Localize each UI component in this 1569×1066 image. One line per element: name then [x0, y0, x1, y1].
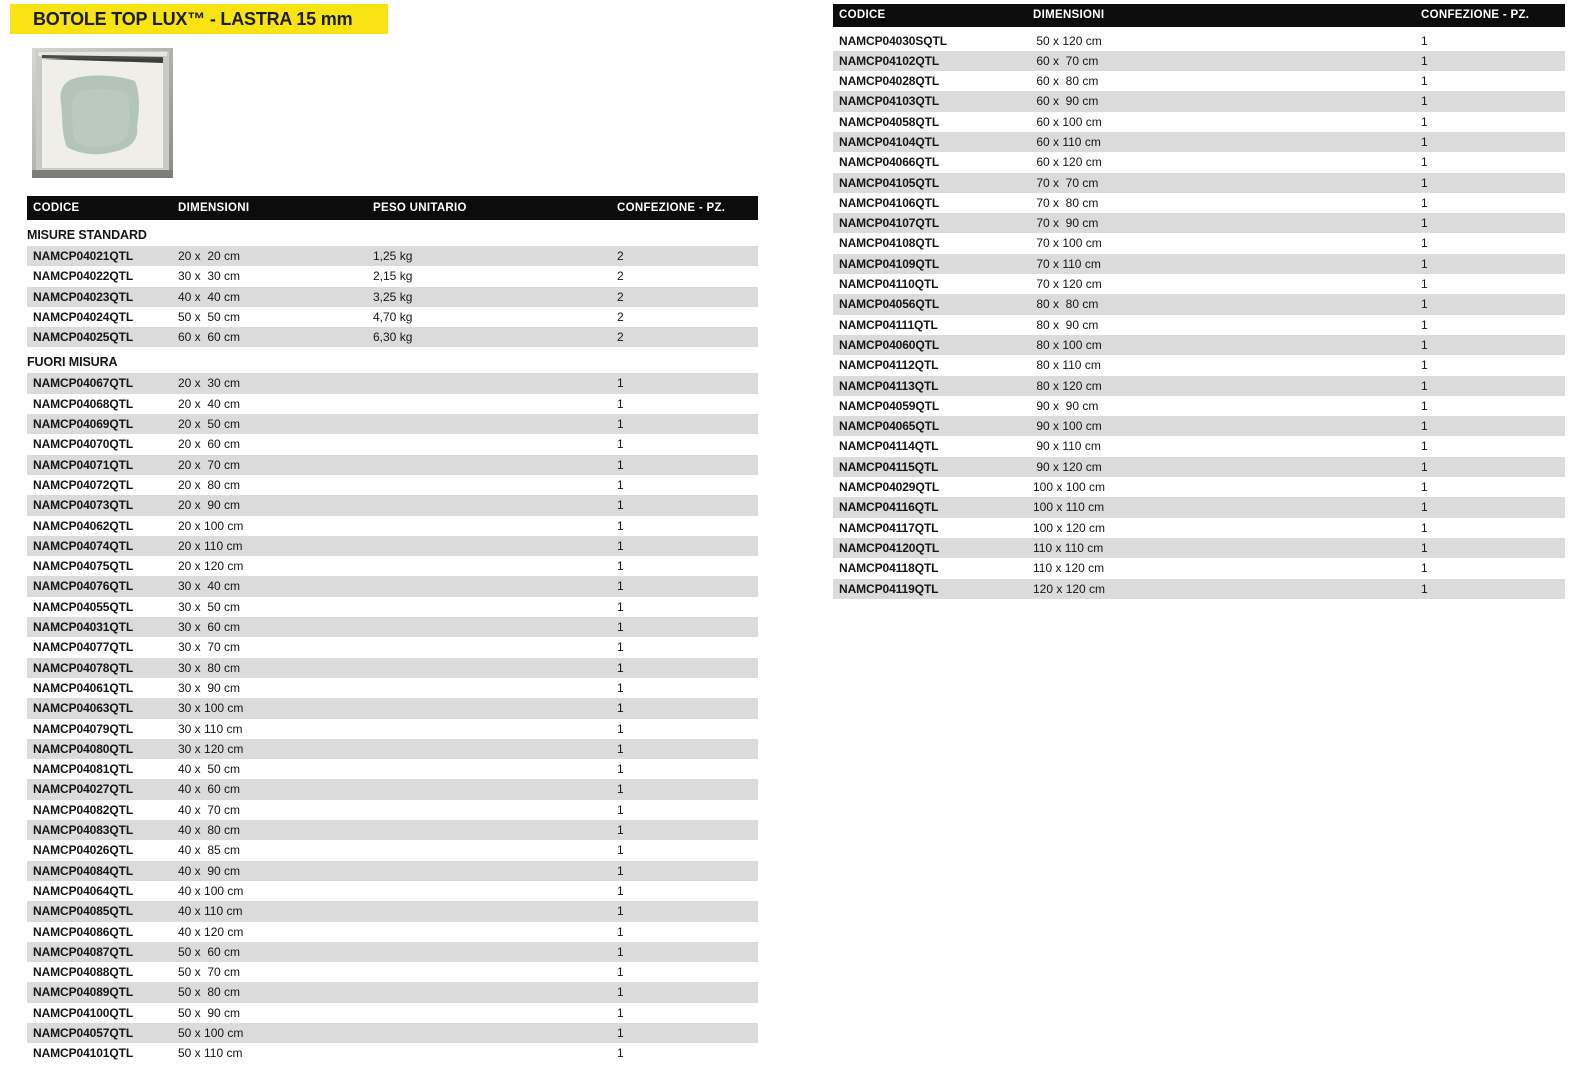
cell-package: 1	[617, 599, 624, 614]
cell-package: 1	[1421, 53, 1428, 68]
cell-code: NAMCP04059QTL	[839, 398, 940, 413]
cell-package: 1	[617, 518, 624, 533]
cell-dimensions: 20 x 20 cm	[178, 249, 241, 263]
table-row	[27, 759, 758, 779]
cell-code: NAMCP04101QTL	[33, 1046, 134, 1061]
cell-package: 2	[617, 249, 624, 263]
cell-code: NAMCP04105QTL	[839, 175, 940, 190]
cell-package: 1	[1421, 561, 1428, 576]
table-row	[833, 254, 1565, 274]
table-row	[833, 558, 1565, 578]
column-header-dimensioni: DIMENSIONI	[178, 202, 250, 214]
cell-dimensions: 50 x 100 cm	[178, 1025, 244, 1040]
cell-package: 1	[1421, 236, 1428, 251]
cell-code: NAMCP04112QTL	[839, 358, 939, 373]
cell-package: 1	[1421, 114, 1428, 129]
cell-code: NAMCP04103QTL	[839, 94, 940, 109]
cell-code: NAMCP04108QTL	[839, 236, 940, 251]
column-header-codice: CODICE	[33, 202, 80, 214]
cell-dimensions: 70 x 90 cm	[1033, 216, 1099, 231]
cell-dimensions: 30 x 70 cm	[178, 640, 241, 655]
column-header-codice: CODICE	[839, 9, 886, 21]
cell-package: 1	[617, 883, 624, 898]
cell-package: 1	[1421, 33, 1428, 48]
cell-package: 1	[1421, 94, 1428, 109]
cell-dimensions: 50 x 80 cm	[178, 985, 241, 1000]
cell-package: 1	[617, 417, 624, 432]
column-header-peso-unitario: PESO UNITARIO	[373, 202, 467, 214]
cell-dimensions: 90 x 90 cm	[1033, 398, 1099, 413]
table-row	[27, 861, 758, 881]
table-row	[833, 274, 1565, 294]
cell-package: 1	[617, 457, 624, 472]
column-header-confezione: CONFEZIONE - PZ.	[1421, 9, 1530, 21]
cell-package: 1	[617, 782, 624, 797]
table-row	[833, 51, 1565, 71]
cell-package: 1	[617, 1025, 624, 1040]
column-header-confezione: CONFEZIONE - PZ.	[617, 202, 726, 214]
cell-package: 1	[1421, 500, 1428, 515]
cell-package: 1	[1421, 134, 1428, 149]
table-row	[833, 193, 1565, 213]
table-row	[833, 294, 1565, 314]
cell-code: NAMCP04089QTL	[33, 985, 134, 1000]
table-row	[833, 31, 1565, 51]
cell-package: 1	[617, 701, 624, 716]
table-row	[27, 246, 758, 266]
table-row	[27, 658, 758, 678]
table-row	[27, 739, 758, 759]
cell-dimensions: 20 x 110 cm	[178, 538, 243, 553]
cell-code: NAMCP04024QTL	[33, 309, 134, 324]
cell-code: NAMCP04065QTL	[839, 419, 940, 434]
table-row	[27, 327, 758, 347]
cell-dimensions: 80 x 90 cm	[1033, 317, 1099, 332]
table-row	[27, 556, 758, 576]
cell-code: NAMCP04075QTL	[33, 559, 134, 574]
cell-package: 1	[1421, 439, 1428, 454]
column-header-dimensioni: DIMENSIONI	[1033, 9, 1105, 21]
table-row	[27, 840, 758, 860]
product-photo	[32, 48, 173, 178]
cell-dimensions: 40 x 90 cm	[178, 863, 241, 878]
cell-package: 1	[1421, 155, 1428, 170]
cell-package: 1	[617, 477, 624, 492]
cell-dimensions: 50 x 90 cm	[178, 1005, 241, 1020]
table-row	[27, 719, 758, 739]
cell-package: 1	[617, 680, 624, 695]
table-row	[833, 497, 1565, 517]
cell-dimensions: 40 x 85 cm	[178, 843, 241, 858]
right-table-header	[833, 4, 1565, 27]
cell-dimensions: 90 x 100 cm	[1033, 419, 1102, 434]
table-row	[27, 455, 758, 475]
cell-code: NAMCP04085QTL	[33, 904, 134, 919]
cell-package: 1	[1421, 195, 1428, 210]
cell-dimensions: 30 x 100 cm	[178, 701, 244, 716]
table-row	[833, 416, 1565, 436]
cell-code: NAMCP04080QTL	[33, 741, 134, 756]
table-row	[27, 901, 758, 921]
table-row	[27, 1043, 758, 1063]
cell-package: 1	[1421, 216, 1428, 231]
title-bar	[10, 4, 388, 34]
cell-package: 1	[617, 843, 624, 858]
section-label: FUORI MISURA	[27, 355, 118, 370]
cell-code: NAMCP04071QTL	[33, 457, 134, 472]
cell-package: 1	[617, 944, 624, 959]
cell-dimensions: 30 x 90 cm	[178, 680, 241, 695]
cell-dimensions: 30 x 50 cm	[178, 599, 241, 614]
table-row	[27, 1003, 758, 1023]
cell-code: NAMCP04104QTL	[839, 134, 940, 149]
cell-dimensions: 20 x 100 cm	[178, 518, 244, 533]
cell-package: 1	[617, 741, 624, 756]
table-row	[833, 355, 1565, 375]
cell-code: NAMCP04076QTL	[33, 579, 134, 594]
cell-weight: 6,30 kg	[373, 330, 413, 345]
cell-package: 1	[617, 559, 624, 574]
table-row	[27, 434, 758, 454]
cell-dimensions: 70 x 80 cm	[1033, 195, 1099, 210]
cell-code: NAMCP04110QTL	[839, 277, 939, 292]
cell-package: 1	[617, 640, 624, 655]
table-row	[27, 495, 758, 515]
cell-code: NAMCP04117QTL	[839, 520, 939, 535]
cell-code: NAMCP04061QTL	[33, 680, 134, 695]
table-row	[27, 617, 758, 637]
table-row	[833, 213, 1565, 233]
cell-package: 1	[617, 498, 624, 513]
cell-dimensions: 60 x 100 cm	[1033, 114, 1102, 129]
cell-code: NAMCP04106QTL	[839, 195, 940, 210]
table-row	[27, 394, 758, 414]
table-row	[833, 91, 1565, 111]
cell-code: NAMCP04022QTL	[33, 269, 134, 284]
cell-dimensions: 30 x 40 cm	[178, 579, 241, 594]
cell-package: 1	[617, 1005, 624, 1020]
table-row	[27, 516, 758, 536]
cell-weight: 1,25 kg	[373, 249, 413, 263]
table-row	[833, 132, 1565, 152]
cell-dimensions: 40 x 110 cm	[178, 904, 243, 919]
table-row	[27, 800, 758, 820]
cell-code: NAMCP04055QTL	[33, 599, 134, 614]
cell-package: 2	[617, 330, 624, 345]
cell-code: NAMCP04083QTL	[33, 823, 134, 838]
cell-code: NAMCP04021QTL	[33, 249, 134, 263]
table-row	[833, 518, 1565, 538]
cell-code: NAMCP04074QTL	[33, 538, 134, 553]
cell-dimensions: 30 x 60 cm	[178, 620, 241, 635]
cell-dimensions: 50 x 120 cm	[1033, 33, 1102, 48]
cell-dimensions: 100 x 120 cm	[1033, 520, 1106, 535]
cell-dimensions: 90 x 110 cm	[1033, 439, 1101, 454]
cell-dimensions: 60 x 60 cm	[178, 330, 241, 345]
cell-dimensions: 40 x 70 cm	[178, 802, 241, 817]
cell-code: NAMCP04063QTL	[33, 701, 134, 716]
cell-dimensions: 70 x 70 cm	[1033, 175, 1099, 190]
cell-dimensions: 40 x 40 cm	[178, 289, 241, 304]
cell-code: NAMCP04072QTL	[33, 477, 134, 492]
table-row	[27, 698, 758, 718]
cell-code: NAMCP04057QTL	[33, 1025, 134, 1040]
cell-dimensions: 30 x 110 cm	[178, 721, 243, 736]
table-row	[27, 576, 758, 596]
page-title: BOTOLE TOP LUX™ - LASTRA 15 mm	[33, 8, 353, 29]
table-row	[27, 597, 758, 617]
cell-dimensions: 50 x 70 cm	[178, 965, 241, 980]
cell-package: 1	[1421, 74, 1428, 89]
cell-dimensions: 60 x 80 cm	[1033, 74, 1099, 89]
cell-dimensions: 60 x 90 cm	[1033, 94, 1099, 109]
cell-package: 1	[1421, 378, 1428, 393]
table-row	[833, 436, 1565, 456]
cell-dimensions: 40 x 80 cm	[178, 823, 241, 838]
cell-code: NAMCP04114QTL	[839, 439, 939, 454]
cell-code: NAMCP04023QTL	[33, 289, 134, 304]
cell-package: 1	[1421, 337, 1428, 352]
table-row	[27, 1023, 758, 1043]
cell-package: 1	[617, 376, 624, 391]
right-table	[833, 4, 1565, 599]
table-row	[27, 266, 758, 286]
table-row	[27, 982, 758, 1002]
table-row	[27, 942, 758, 962]
cell-code: NAMCP04068QTL	[33, 396, 134, 411]
cell-package: 1	[617, 437, 624, 452]
trapdoor-image	[32, 48, 173, 178]
table-row	[27, 307, 758, 327]
cell-package: 1	[617, 924, 624, 939]
cell-package: 1	[617, 620, 624, 635]
cell-dimensions: 100 x 110 cm	[1033, 500, 1105, 515]
cell-code: NAMCP04070QTL	[33, 437, 134, 452]
cell-dimensions: 20 x 90 cm	[178, 498, 241, 513]
cell-package: 2	[617, 309, 624, 324]
cell-dimensions: 80 x 120 cm	[1033, 378, 1102, 393]
cell-dimensions: 50 x 110 cm	[178, 1046, 243, 1061]
cell-code: NAMCP04118QTL	[839, 561, 939, 576]
table-row	[833, 173, 1565, 193]
table-row	[833, 315, 1565, 335]
cell-dimensions: 70 x 110 cm	[1033, 256, 1101, 271]
cell-dimensions: 60 x 110 cm	[1033, 134, 1101, 149]
table-row	[27, 922, 758, 942]
cell-dimensions: 40 x 120 cm	[178, 924, 244, 939]
cell-code: NAMCP04079QTL	[33, 721, 134, 736]
cell-code: NAMCP04062QTL	[33, 518, 134, 533]
cell-code: NAMCP04087QTL	[33, 944, 134, 959]
left-table-body	[27, 220, 758, 1064]
cell-package: 2	[617, 269, 624, 284]
table-row	[27, 414, 758, 434]
cell-dimensions: 20 x 30 cm	[178, 376, 241, 391]
cell-dimensions: 20 x 50 cm	[178, 417, 241, 432]
cell-code: NAMCP04120QTL	[839, 540, 940, 555]
cell-dimensions: 20 x 70 cm	[178, 457, 241, 472]
cell-package: 1	[1421, 277, 1428, 292]
table-row	[833, 152, 1565, 172]
table-row	[833, 376, 1565, 396]
cell-package: 1	[1421, 398, 1428, 413]
table-row	[833, 579, 1565, 599]
cell-package: 1	[1421, 540, 1428, 555]
cell-package: 1	[1421, 256, 1428, 271]
cell-code: NAMCP04111QTL	[839, 317, 938, 332]
cell-package: 1	[617, 1046, 624, 1061]
cell-weight: 2,15 kg	[373, 269, 413, 284]
table-row	[27, 637, 758, 657]
cell-package: 1	[617, 538, 624, 553]
cell-package: 1	[1421, 419, 1428, 434]
cell-code: NAMCP04115QTL	[839, 459, 939, 474]
cell-code: NAMCP04060QTL	[839, 337, 940, 352]
cell-dimensions: 100 x 100 cm	[1033, 480, 1106, 495]
cell-dimensions: 70 x 100 cm	[1033, 236, 1102, 251]
cell-code: NAMCP04102QTL	[839, 53, 940, 68]
table-row	[27, 678, 758, 698]
table-row	[833, 457, 1565, 477]
table-row	[833, 396, 1565, 416]
cell-dimensions: 30 x 80 cm	[178, 660, 241, 675]
cell-code: NAMCP04027QTL	[33, 782, 134, 797]
cell-package: 1	[617, 660, 624, 675]
cell-code: NAMCP04030SQTL	[839, 33, 947, 48]
cell-dimensions: 80 x 80 cm	[1033, 297, 1099, 312]
left-table-header	[27, 196, 758, 220]
cell-dimensions: 30 x 120 cm	[178, 741, 244, 756]
cell-code: NAMCP04100QTL	[33, 1005, 134, 1020]
cell-package: 1	[617, 762, 624, 777]
cell-dimensions: 90 x 120 cm	[1033, 459, 1102, 474]
cell-package: 1	[617, 396, 624, 411]
cell-dimensions: 80 x 100 cm	[1033, 337, 1102, 352]
table-row	[27, 820, 758, 840]
cell-dimensions: 70 x 120 cm	[1033, 277, 1102, 292]
cell-code: NAMCP04066QTL	[839, 155, 940, 170]
table-row	[833, 538, 1565, 558]
cell-code: NAMCP04088QTL	[33, 965, 134, 980]
cell-package: 1	[1421, 297, 1428, 312]
cell-code: NAMCP04116QTL	[839, 500, 939, 515]
cell-code: NAMCP04078QTL	[33, 660, 134, 675]
cell-package: 1	[617, 863, 624, 878]
cell-package: 1	[1421, 175, 1428, 190]
cell-code: NAMCP04026QTL	[33, 843, 134, 858]
table-row	[27, 475, 758, 495]
cell-dimensions: 20 x 80 cm	[178, 477, 241, 492]
cell-code: NAMCP04107QTL	[839, 216, 940, 231]
cell-code: NAMCP04058QTL	[839, 114, 940, 129]
cell-dimensions: 110 x 110 cm	[1033, 540, 1104, 555]
cell-code: NAMCP04081QTL	[33, 762, 134, 777]
cell-dimensions: 60 x 70 cm	[1033, 53, 1099, 68]
cell-dimensions: 50 x 50 cm	[178, 309, 241, 324]
cell-dimensions: 20 x 60 cm	[178, 437, 241, 452]
cell-code: NAMCP04073QTL	[33, 498, 134, 513]
table-row	[833, 112, 1565, 132]
cell-package: 1	[1421, 459, 1428, 474]
table-row	[27, 536, 758, 556]
table-row	[833, 477, 1565, 497]
table-row	[27, 779, 758, 799]
cell-weight: 4,70 kg	[373, 309, 413, 324]
table-row	[27, 373, 758, 393]
cell-code: NAMCP04067QTL	[33, 376, 134, 391]
cell-code: NAMCP04064QTL	[33, 883, 134, 898]
table-row	[833, 335, 1565, 355]
cell-code: NAMCP04086QTL	[33, 924, 134, 939]
cell-code: NAMCP04056QTL	[839, 297, 940, 312]
cell-package: 1	[1421, 520, 1428, 535]
cell-package: 1	[617, 802, 624, 817]
cell-code: NAMCP04082QTL	[33, 802, 134, 817]
left-table	[27, 196, 758, 1064]
section-label: MISURE STANDARD	[27, 228, 147, 242]
table-row	[27, 287, 758, 307]
cell-code: NAMCP04031QTL	[33, 620, 134, 635]
table-row	[833, 233, 1565, 253]
cell-code: NAMCP04109QTL	[839, 256, 940, 271]
cell-package: 1	[1421, 480, 1428, 495]
cell-dimensions: 20 x 120 cm	[178, 559, 244, 574]
cell-code: NAMCP04084QTL	[33, 863, 134, 878]
cell-dimensions: 60 x 120 cm	[1033, 155, 1102, 170]
cell-package: 1	[617, 721, 624, 736]
cell-package: 1	[1421, 581, 1428, 596]
cell-code: NAMCP04113QTL	[839, 378, 939, 393]
cell-package: 1	[617, 823, 624, 838]
cell-package: 1	[1421, 317, 1428, 332]
cell-dimensions: 20 x 40 cm	[178, 396, 241, 411]
cell-package: 2	[617, 289, 624, 304]
cell-code: NAMCP04069QTL	[33, 417, 134, 432]
table-row	[833, 71, 1565, 91]
cell-dimensions: 40 x 60 cm	[178, 782, 241, 797]
cell-code: NAMCP04077QTL	[33, 640, 134, 655]
cell-package: 1	[617, 965, 624, 980]
cell-code: NAMCP04028QTL	[839, 74, 940, 89]
cell-dimensions: 30 x 30 cm	[178, 269, 241, 284]
cell-dimensions: 50 x 60 cm	[178, 944, 241, 959]
right-table-body	[833, 31, 1565, 599]
cell-code: NAMCP04119QTL	[839, 581, 939, 596]
cell-dimensions: 40 x 50 cm	[178, 762, 241, 777]
table-row	[27, 962, 758, 982]
cell-dimensions: 120 x 120 cm	[1033, 581, 1106, 596]
cell-dimensions: 80 x 110 cm	[1033, 358, 1101, 373]
table-row	[27, 881, 758, 901]
cell-package: 1	[617, 985, 624, 1000]
cell-package: 1	[1421, 358, 1428, 373]
cell-code: NAMCP04025QTL	[33, 330, 134, 345]
cell-dimensions: 40 x 100 cm	[178, 883, 244, 898]
cell-weight: 3,25 kg	[373, 289, 413, 304]
cell-dimensions: 110 x 120 cm	[1033, 561, 1105, 576]
cell-package: 1	[617, 579, 624, 594]
cell-code: NAMCP04029QTL	[839, 480, 940, 495]
cell-package: 1	[617, 904, 624, 919]
